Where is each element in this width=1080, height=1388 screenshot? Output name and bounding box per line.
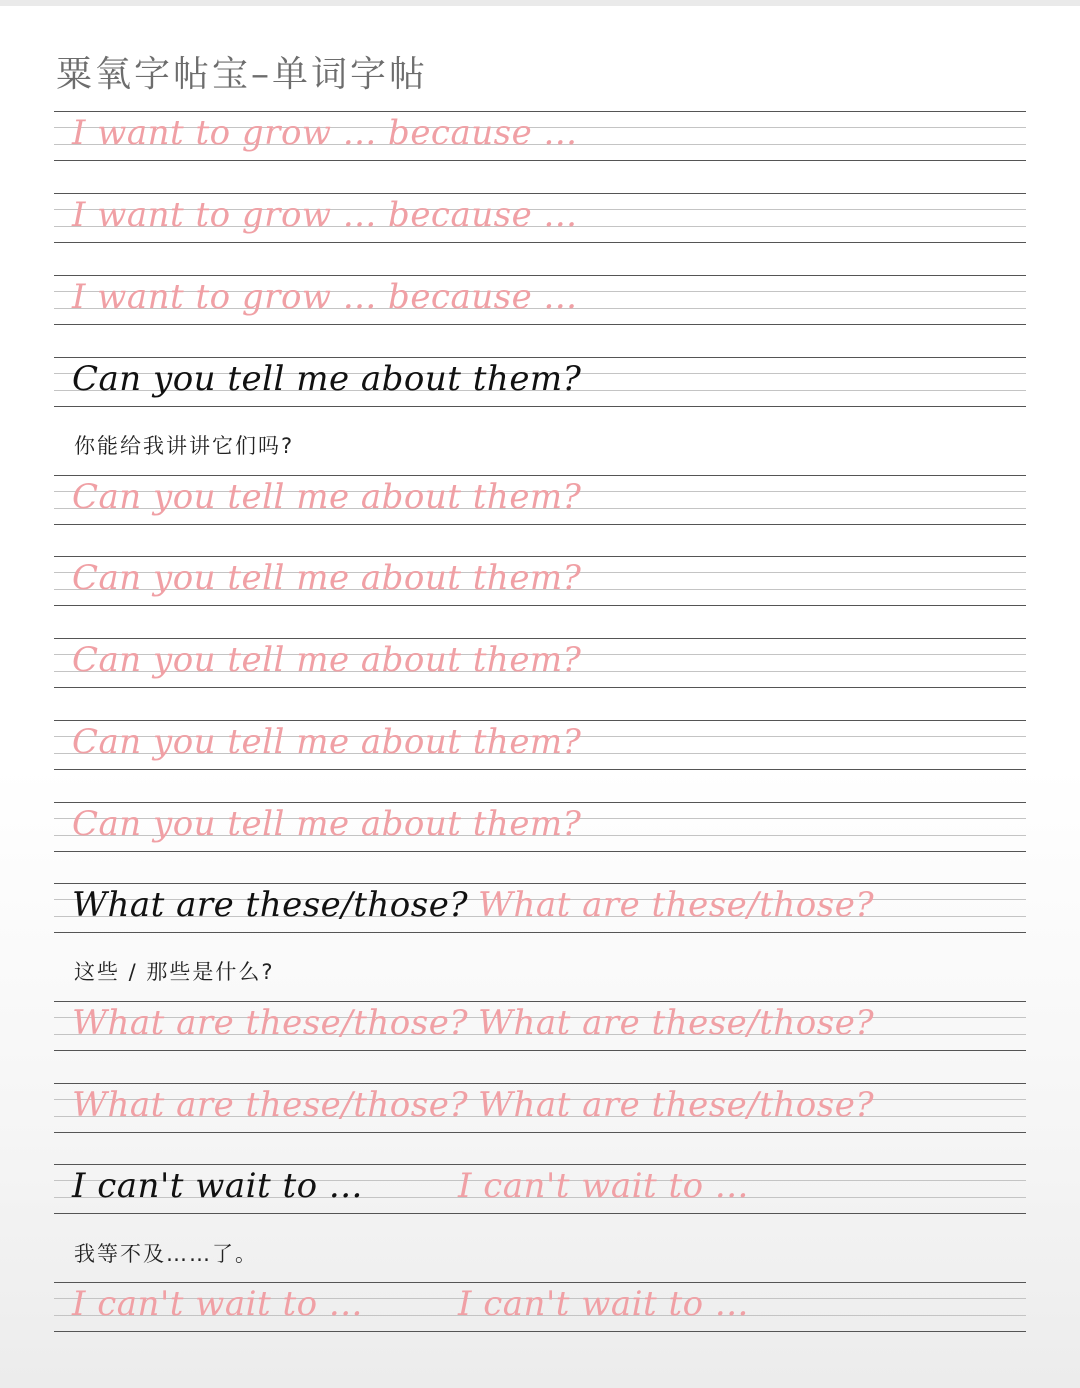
model-row — [54, 357, 1026, 407]
writing-row — [54, 720, 1026, 770]
trace-text: Can you tell me about them? — [72, 558, 582, 598]
model-sentence: Can you tell me about them? — [72, 359, 582, 399]
writing-row — [54, 556, 1026, 606]
writing-row — [54, 1083, 1026, 1133]
writing-row — [54, 275, 1026, 325]
trace-text: What are these/those? — [72, 1085, 469, 1125]
model-sentence: I can't wait to ... — [72, 1166, 363, 1206]
model-row — [54, 883, 1026, 933]
trace-text: I can't wait to ... — [458, 1166, 749, 1206]
trace-text: I want to grow ... because ... — [72, 277, 578, 317]
writing-row — [54, 1001, 1026, 1051]
trace-text: What are these/those? — [478, 1003, 875, 1043]
page-title: 粟氧字帖宝–单词字帖 — [56, 54, 429, 95]
writing-row — [54, 638, 1026, 688]
trace-text: I want to grow ... because ... — [72, 195, 578, 235]
writing-row — [54, 193, 1026, 243]
trace-text: What are these/those? — [478, 885, 875, 925]
worksheet-page — [0, 6, 1080, 1388]
model-sentence: What are these/those? — [72, 885, 469, 925]
trace-text: I can't wait to ... — [72, 1284, 363, 1324]
trace-text: Can you tell me about them? — [72, 804, 582, 844]
writing-row — [54, 802, 1026, 852]
chinese-translation: 这些 / 那些是什么? — [74, 960, 275, 984]
writing-row — [54, 111, 1026, 161]
trace-text: Can you tell me about them? — [72, 640, 582, 680]
chinese-translation: 我等不及……了。 — [74, 1242, 258, 1266]
chinese-translation: 你能给我讲讲它们吗? — [74, 434, 295, 458]
trace-text: I want to grow ... because ... — [72, 113, 578, 153]
trace-text: What are these/those? — [72, 1003, 469, 1043]
trace-text: Can you tell me about them? — [72, 477, 582, 517]
trace-text: Can you tell me about them? — [72, 722, 582, 762]
writing-row — [54, 475, 1026, 525]
trace-text: What are these/those? — [478, 1085, 875, 1125]
trace-text: I can't wait to ... — [458, 1284, 749, 1324]
model-row — [54, 1164, 1026, 1214]
writing-row — [54, 1282, 1026, 1332]
